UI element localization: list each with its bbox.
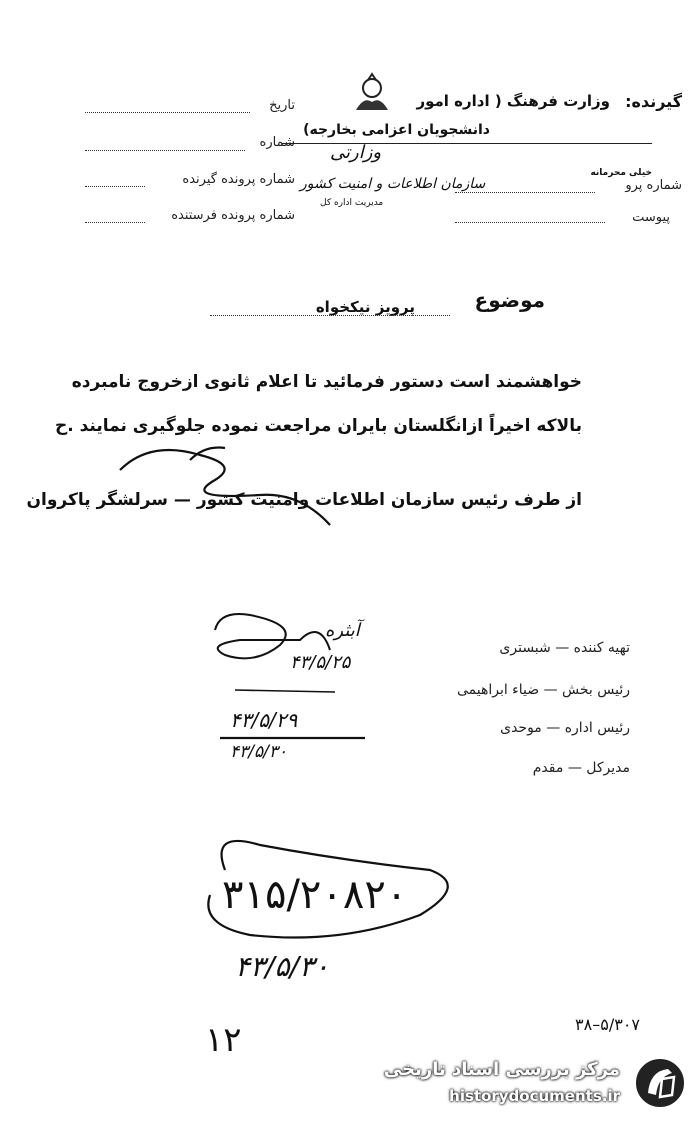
archive-title: مرکز بررسی اسناد تاریخی	[383, 1059, 620, 1080]
handwritten-date-3: ۴۳/۵/۳۰	[230, 742, 288, 762]
reference-number: ۵/۳۰۷–۳۸	[575, 1015, 640, 1034]
subject-value: پرویز نیکخواه	[315, 298, 415, 316]
archive-watermark	[383, 1055, 692, 1113]
office-head-line: رئیس اداره — موحدی	[500, 720, 630, 736]
attachment-label: پیوست	[632, 210, 670, 225]
classification-stamp: خیلی محرمانه	[590, 168, 652, 178]
date-label: تاریخ	[269, 98, 295, 113]
director-general-line: مدیرکل — مقدم	[532, 760, 630, 776]
section-head-dash	[235, 690, 335, 692]
archive-url: historydocuments.ir	[449, 1087, 620, 1105]
handwritten-ministry-note: وزارتی	[330, 142, 382, 163]
receiver-file-number-label: شماره پرونده گیرنده	[182, 172, 295, 187]
sender-label: گیرنده:	[625, 92, 682, 111]
sender-file-number-label: شماره پرونده فرستنده	[171, 208, 295, 223]
body-line-1: خواهشمند است دستور فرمائید تا اعلام ثانوی ازخروج نامبرده	[71, 372, 582, 392]
section-head-line: رئیس بخش — ضیاء ابراهیمی	[456, 682, 630, 698]
security-org-stamp: سازمان اطلاعات و امنیت کشور	[300, 176, 486, 192]
security-org-sub-stamp: مدیریت اداره کل	[320, 198, 384, 208]
handwritten-initials: آبثره	[325, 620, 360, 641]
handwritten-page-number: ۱۲	[205, 1020, 242, 1060]
body-line-2: بالاکه اخیراً ازانگلستان بایران مراجعت نموده جلوگیری نمایند .ح	[54, 416, 582, 436]
subject-label: موضوع	[474, 288, 545, 312]
signature-scribble	[120, 448, 330, 526]
handwritten-date-4: ۴۳/۵/۳۰	[235, 950, 330, 983]
number-label: شماره	[259, 135, 295, 150]
file-number-label-right: شماره پرو	[625, 178, 682, 193]
archive-logo-icon	[632, 1055, 688, 1111]
signature-line: از طرف رئیس سازمان اطلاعات وامنیت کشور — سرلشگر پاکروان	[26, 490, 582, 510]
handwritten-date-1: ۴۳/۵/۲۵	[290, 652, 351, 673]
handwritten-big-number: ۳۱۵/۲۰۸۲۰	[222, 872, 408, 918]
ministry-name: وزارت فرهنگ ( اداره امور	[416, 92, 610, 110]
preparer-line: تهیه کننده — شبستری	[499, 640, 630, 656]
recipient-department: دانشجویان اعزامی بخارجه)	[303, 122, 490, 138]
handwritten-date-2: ۴۳/۵/۲۹	[230, 708, 298, 732]
